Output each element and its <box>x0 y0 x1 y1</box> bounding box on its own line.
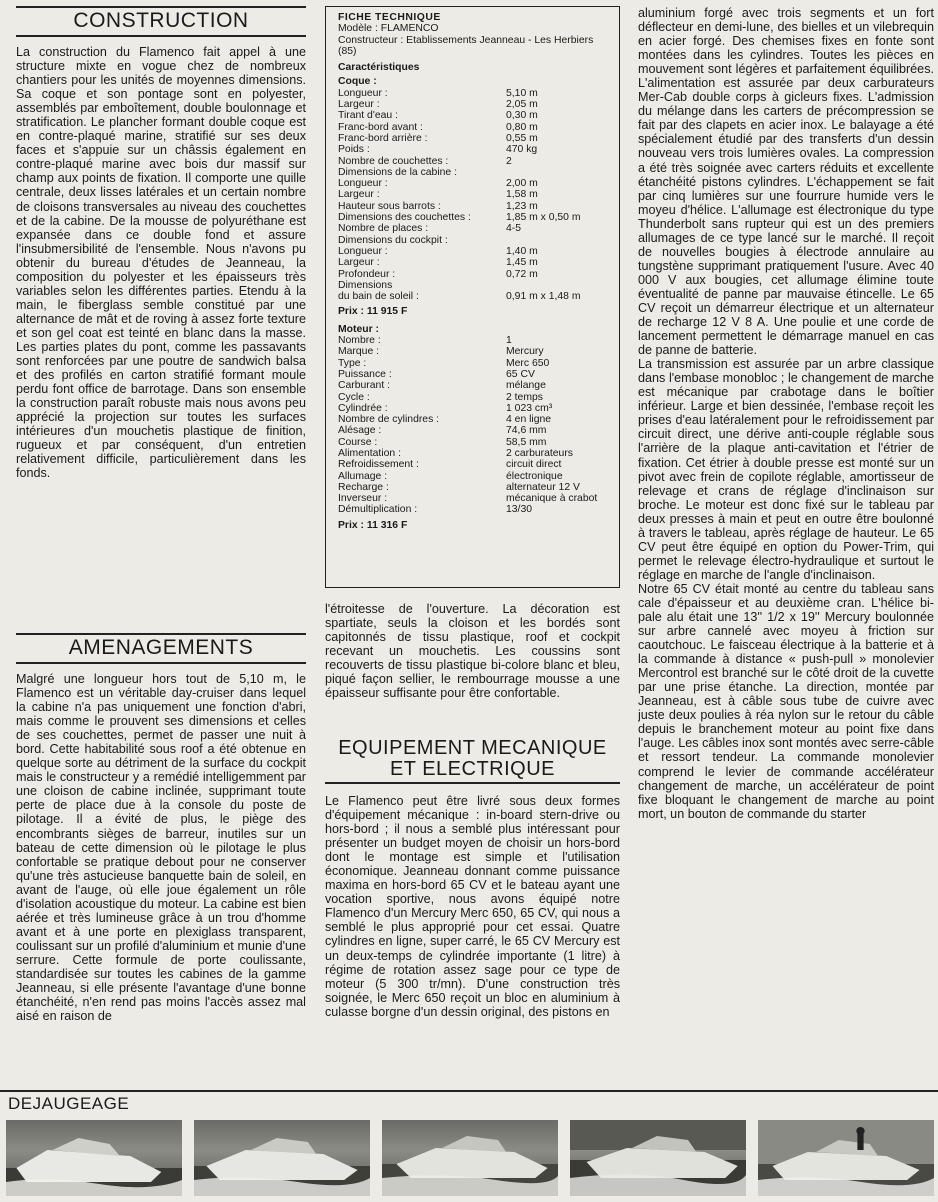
fiche-modele: Modèle : FLAMENCO <box>338 23 439 35</box>
moteur-key: Alimentation : <box>338 447 401 459</box>
moteur-key: Recharge : <box>338 481 389 493</box>
moteur-key: Inverseur : <box>338 493 388 505</box>
moteur-key: Refroidissement : <box>338 459 419 471</box>
moteur-key: Démultiplication : <box>338 504 418 516</box>
fiche-prix-coque: Prix : 11 915 F <box>338 306 408 318</box>
coque-key: Largeur : <box>338 257 380 269</box>
coque-key: du bain de soleil : <box>338 291 419 303</box>
coque-value: 0,72 m <box>506 268 538 280</box>
construction-text: La construction du Flamenco fait appel à une structure mixte en vogue chez de nombreux chantiers pour les unités de moyennes dimensions. Sa coque et son pontage sont en polyester, assemblés par emboîtement, double boulonnage et stratification. Le plancher formant double coque est en contre-plaqué marine, stratifié sur ses deux faces et s'appuie sur un châssis également en contre-plaqué marine avec bois dur massif sur champ aux points de fixation. Il comporte une quille centrale, deux lisses latérales et un certain nombre de cloisons transversales au niveau des couchettes et de la cabine. De la mousse de polyuréthane est expansée dans ce double fond et assure l'insubmersibilité de l'ensemble. Nous n'avons pu obtenir du bureau d'études de Jeanneau, la composition du polyester et les épaisseurs très variables selon les différentes parties. Etendu à la main, le fiberglass semble constitué par une alternance de mât et de roving à assez forte texture et son gel coat est teinté en blanc dans la masse. Les parties plates du pont, comme les passavants sont renforcées par une poutre de sandwich balsa et des profilés en carton stratifié formant moule perdu font office de barrotage. Dans son ensemble la construction paraît robuste mais nous avons peu apprécié la projection sur toutes les surfaces intérieures d'un mouchetis plastique de finition, rugueux et par conséquent, d'un entretien relativement difficile, particulièrement dans les fonds. <box>16 45 306 481</box>
moteur-spec-list <box>338 335 609 516</box>
fiche-title: FICHE TECHNIQUE <box>338 12 441 23</box>
col3-text-2: La transmission est assurée par un arbre classique dans l'embase monobloc ; le changement de marche est mécanique par crabotage dans le boîtier inférieur. Large et bien dessinée, l'embase reçoit les prises d'eau latéralement pour le refroidissement par circuit direct, une dérive anti-couple réglable sous l'arrière de la plaque anti-cavitation et l'étrier de fixation. Cet étrier à double presse est monté sur un pivot avec frein de copilote réglable, amortisseur de relevage et crans de réglage d'inclinaison sur broche. Le moteur est donc fixé sur le tableau par deux presses à main et peut en outre être boulonné à travers le tableau, après réglage de hauteur. Le 65 CV peut être équipé en option du Power-Trim, qui permet le relevage électro-hydraulique et surtout le réglage en marche de l'angle d'inclinaison. <box>638 357 934 582</box>
moteur-value: circuit direct <box>506 459 562 471</box>
equipement-heading-line2: ET ELECTRIQUE <box>389 758 556 780</box>
coque-row <box>338 156 609 167</box>
coque-value: 1,85 m x 0,50 m <box>506 212 581 224</box>
coque-value: 1,45 m <box>506 257 538 269</box>
coque-value <box>506 280 609 291</box>
coque-value: 0,80 m <box>506 121 538 133</box>
coque-row <box>338 212 609 223</box>
moteur-value: mélange <box>506 380 546 392</box>
coque-key: Dimensions du cockpit : <box>338 234 448 246</box>
amenagements-heading: AMENAGEMENTS <box>16 633 306 664</box>
moteur-key: Carburant : <box>338 380 390 392</box>
moteur-value: 58,5 mm <box>506 436 547 448</box>
coque-value: 2 <box>506 155 512 167</box>
moteur-value: 65 CV <box>506 368 535 380</box>
moteur-key: Cylindrée : <box>338 402 388 414</box>
coque-value: 1,40 m <box>506 245 538 257</box>
moteur-row <box>338 482 609 493</box>
moteur-row <box>338 380 609 391</box>
moteur-row <box>338 471 609 482</box>
moteur-value: 2 carburateurs <box>506 447 573 459</box>
coque-value: 2,00 m <box>506 178 538 190</box>
dejaugeage-strip <box>0 1090 938 1202</box>
coque-value: 0,91 m x 1,48 m <box>506 291 581 303</box>
coque-key: Profondeur : <box>338 268 396 280</box>
coque-value: 2,05 m <box>506 99 538 111</box>
coque-row <box>338 122 609 133</box>
moteur-key: Alésage : <box>338 425 382 437</box>
dejaugeage-photos <box>6 1120 934 1200</box>
moteur-key: Marque : <box>338 346 380 358</box>
coque-key: Largeur : <box>338 189 380 201</box>
coque-key: Dimensions de la cabine : <box>338 166 457 178</box>
coque-row <box>338 133 609 144</box>
coque-key: Franc-bord avant : <box>338 121 423 133</box>
amenagements-continued: l'étroitesse de l'ouverture. La décoration est spartiate, seuls la cloison et les bordés sont capitonnés de tissu plastique, roof et cockpit recevant un mouchetis. Les coussins sont recouverts de tissu plastique bi-colore blanc et bleu, piqué façon sellier, le rembourrage mousse a une épaisseur suffisante pour être confortable. <box>325 602 620 701</box>
moteur-row <box>338 448 609 459</box>
moteur-value: Mercury <box>506 346 544 358</box>
moteur-value: 1 023 cm³ <box>506 402 553 414</box>
coque-row <box>338 235 609 246</box>
moteur-row <box>338 425 609 436</box>
col3-text-3: Notre 65 CV était monté au centre du tableau sans cale d'épaisseur et au deuxième cran. L'hélice bi-pale alu était une 13'' 1/2 x 19'' Mercury boulonnée sur arbre cannelé avec moyeu à friction sur caoutchouc. Le faisceau électrique à la batterie et à la commande à distance « push-pull » monolevier Mercontrol est branché sur le côté droit de la cuvette par une prise étanche. La direction, montée par Jeanneau, est à câble sous tube de cuivre avec juste deux poulies à réa nylon sur le retour du câble depuis le branchement moteur au point fixe dans l'auge. Les câbles inox sont montés avec serre-câble et ressort tendeur. La commande monolevier comprend le levier de commande accélérateur changement de marche, un accélérateur de point fixe bloquant le changement de marche au point mort, un bouton de commande du starter <box>638 581 934 821</box>
coque-value: 470 kg <box>506 144 538 156</box>
coque-row <box>338 178 609 189</box>
moteur-key: Puissance : <box>338 368 392 380</box>
moteur-key: Course : <box>338 436 378 448</box>
coque-row <box>338 167 609 178</box>
fiche-coque-label: Coque : <box>338 76 377 88</box>
coque-key: Dimensions des couchettes : <box>338 212 471 224</box>
moteur-row <box>338 403 609 414</box>
coque-value: 4-5 <box>506 223 522 235</box>
coque-row <box>338 201 609 212</box>
coque-row <box>338 144 609 155</box>
coque-value <box>506 235 609 246</box>
moteur-value: Merc 650 <box>506 357 550 369</box>
coque-spec-list <box>338 88 609 303</box>
moteur-row <box>338 392 609 403</box>
column-right <box>638 6 934 909</box>
moteur-key: Allumage : <box>338 470 388 482</box>
boat-photo-1 <box>6 1120 182 1196</box>
moteur-value: alternateur 12 V <box>506 481 580 493</box>
equipement-heading-line1: EQUIPEMENT MECANIQUE <box>338 737 607 759</box>
moteur-value: 1 <box>506 335 512 347</box>
dejaugeage-title: DEJAUGEAGE <box>8 1094 130 1113</box>
coque-value <box>506 167 609 178</box>
coque-key: Nombre de places : <box>338 223 429 235</box>
coque-row <box>338 291 609 302</box>
boat-photo-5 <box>758 1120 934 1196</box>
moteur-row <box>338 414 609 425</box>
coque-row <box>338 110 609 121</box>
coque-row <box>338 246 609 257</box>
moteur-value: 4 en ligne <box>506 414 552 426</box>
coque-key: Largeur : <box>338 99 380 111</box>
col3-text-1: aluminium forgé avec trois segments et un fort déflecteur en demi-lune, des bielles et un vilebrequin en acier forgé. Des chemises fixes en fonte sont montées dans les cylindres. Toutes les pièces en mouvement sont légères et parfaitement équilibrées. L'alimentation est assurée par deux carburateurs Mer-Cab double corps à gicleurs fixes. L'admission du mélange dans les carters de précompression se fait par des clapets en acier inox. Le balayage a été spécialement étudié par des transferts d'un dessin nouveau vers trois lumières ovales. La compression a été très soignée avec carters réduits et excellente étanchéité pistons cylindres. L'échappement se fait par cinq lumières sur une fourrure humide vers le moyeu d'hélice. L'allumage est électronique du type Thunderbolt sans rupteur qui est un des premiers allumages de ce type lancé sur le marché. Il reçoit de nouvelles bougies à électrode annulaire au tungstène supprimant pratiquement l'usure. Avec 40 000 V aux bougies, cet allumage élimine toute éventualité de panne par mauvaise étincelle. Le 65 CV reçoit un démarreur électrique et un alternateur de recharge 12 V 8 A. Une poulie et une corde de lancement permettent le démarrage manuel en cas de panne de batterie. <box>638 6 934 358</box>
moteur-value: 74,6 mm <box>506 425 547 437</box>
moteur-value: 2 temps <box>506 391 543 403</box>
boat-photo-3 <box>382 1120 558 1196</box>
moteur-row <box>338 437 609 448</box>
moteur-value: mécanique à crabot <box>506 493 598 505</box>
moteur-value: 13/30 <box>506 504 533 516</box>
equipement-text: Le Flamenco peut être livré sous deux formes d'équipement mécanique : in-board stern-drive ou hors-bord ; il nous a semblé plus intéressant pour présenter un budget moyen de choisir un hors-bord dont le montage est simple et l'utilisation économique. Jeanneau donnant comme puissance maxima en hors-bord 65 CV et le bateau ayant une vocation sportive, nous avons équipé notre Flamenco d'un Mercury Merc 650, 65 CV, qui nous a semblé le plus approprié pour cet essai. Quatre cylindres en ligne, super carré, le 65 CV Mercury est un deux-temps de cylindrée importante (1 litre) à régime de rotation assez sage pour ce type de moteur (5 300 tr/mn). D'une construction très soignée, le Merc 650 reçoit un bloc en aluminium à culasse borgne d'un dessin original, des pistons en <box>325 794 620 1019</box>
moteur-key: Cycle : <box>338 391 370 403</box>
coque-key: Longueur : <box>338 178 388 190</box>
coque-key: Nombre de couchettes : <box>338 155 449 167</box>
moteur-row <box>338 346 609 357</box>
moteur-row <box>338 335 609 346</box>
equipement-heading <box>325 738 620 784</box>
moteur-row <box>338 504 609 515</box>
moteur-key: Type : <box>338 357 367 369</box>
coque-row <box>338 189 609 200</box>
coque-key: Dimensions <box>338 279 393 291</box>
column-left <box>16 6 306 1108</box>
coque-key: Franc-bord arrière : <box>338 132 428 144</box>
coque-row <box>338 269 609 280</box>
coque-key: Poids : <box>338 144 370 156</box>
moteur-value: électronique <box>506 470 563 482</box>
coque-row <box>338 223 609 234</box>
moteur-row <box>338 493 609 504</box>
moteur-row <box>338 459 609 470</box>
moteur-key: Nombre : <box>338 335 381 347</box>
coque-key: Longueur : <box>338 245 388 257</box>
moteur-row <box>338 358 609 369</box>
fiche-constructeur: Constructeur : Etablissements Jeanneau - Les Herbiers (85) <box>338 34 594 57</box>
fiche-caracteristiques: Caractéristiques <box>338 62 420 74</box>
coque-row <box>338 88 609 99</box>
coque-row <box>338 280 609 291</box>
coque-value: 0,55 m <box>506 132 538 144</box>
coque-key: Hauteur sous barrots : <box>338 200 441 212</box>
amenagements-text: Malgré une longueur hors tout de 5,10 m, le Flamenco est un véritable day-cruiser dans lequel la cabine n'a pas uniquement une fonction d'abri, mais comme le prouvent ses dimensions et celles de ses couchettes, permet de passer une nuit à bord. Cette habitabilité sous roof a été obtenue en quelque sorte au détriment de la surface du cockpit mais le constructeur y a remédié intelligemment par une cloison de cabine inclinée, supprimant toute perte de place due à la console du poste de pilotage. Il a évité de plus, le piège des encombrants sièges de barreur, inutiles sur un bateau de cette dimension où le pilotage le plus confortable se pratique debout pour ne conserver qu'une très astucieuse banquette bain de soleil, en avant de l'auge, où elle joue également un rôle d'isolation acoustique du moteur. La cabine est bien aérée et très lumineuse grâce à un trou d'homme avant et à une porte en plexiglass transparent, coulissant sur un profilé d'aluminium et munie d'une serrure. Cette formule de porte coulissante, standardisée sur toutes les cabines de la gamme Jeanneau, si elle présente l'avantage d'une bonne étanchéité, n'en rend pas moins l'accès assez mal aisé en raison de <box>16 672 306 1024</box>
coque-row <box>338 99 609 110</box>
coque-value: 5,10 m <box>506 87 538 99</box>
column-middle <box>325 6 620 1090</box>
fiche-technique-box <box>325 6 620 588</box>
coque-row <box>338 257 609 268</box>
moteur-key: Nombre de cylindres : <box>338 414 440 426</box>
coque-value: 1,58 m <box>506 189 538 201</box>
coque-key: Tirant d'eau : <box>338 110 398 122</box>
coque-key: Longueur : <box>338 87 388 99</box>
boat-photo-4 <box>570 1120 746 1196</box>
moteur-row <box>338 369 609 380</box>
construction-heading: CONSTRUCTION <box>16 6 306 37</box>
coque-value: 1,23 m <box>506 200 538 212</box>
coque-value: 0,30 m <box>506 110 538 122</box>
fiche-prix-moteur: Prix : 11 316 F <box>338 519 408 531</box>
boat-photo-2 <box>194 1120 370 1196</box>
fiche-moteur-label: Moteur : <box>338 323 379 335</box>
